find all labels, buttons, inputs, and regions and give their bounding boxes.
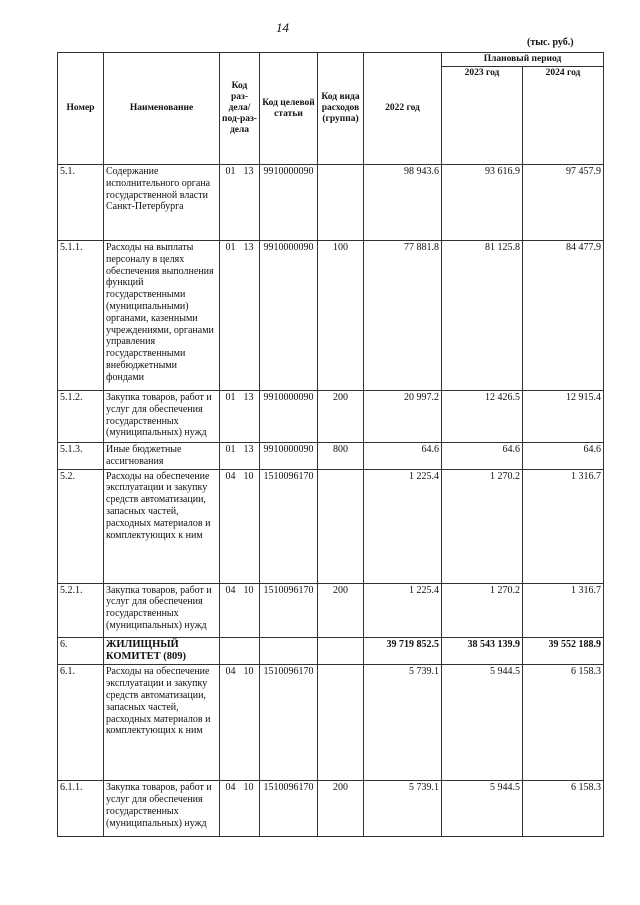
row-section-code — [220, 165, 260, 241]
row-target-code: 9910000090 — [260, 165, 318, 241]
row-podrazdel: 10 — [243, 584, 254, 596]
row-target-code: 9910000090 — [260, 443, 318, 470]
header-year-2023: 2023 год — [442, 67, 523, 165]
row-expense-type-code: 200 — [318, 583, 364, 637]
row-section-code — [220, 665, 260, 781]
header-expense-type-code: Код вида расходов (группа) — [318, 53, 364, 165]
table-row — [58, 781, 604, 837]
row-podrazdel: 13 — [243, 392, 254, 403]
row-expense-type-code — [318, 637, 364, 665]
row-amount-2022: 1 225.4 — [364, 469, 442, 583]
table-row — [58, 241, 604, 391]
row-name: Закупка товаров, работ и услуг для обеспечения государственных (муниципальных) нужд — [104, 391, 220, 443]
row-amount-2024: 12 915.4 — [523, 391, 604, 443]
row-section-code — [220, 241, 260, 391]
row-podrazdel: 10 — [243, 666, 254, 678]
table-row — [58, 665, 604, 781]
table-row — [58, 391, 604, 443]
header-planning-period: Плановый период — [442, 53, 604, 67]
row-razdel: 01 — [225, 444, 236, 455]
row-amount-2022: 5 739.1 — [364, 781, 442, 837]
header-name: Наименование — [104, 53, 220, 165]
row-amount-2024: 64.6 — [523, 443, 604, 470]
row-amount-2023: 38 543 139.9 — [442, 637, 523, 665]
row-razdel: 01 — [225, 392, 236, 403]
row-amount-2024: 84 477.9 — [523, 241, 604, 391]
row-target-code: 1510096170 — [260, 665, 318, 781]
row-amount-2023: 93 616.9 — [442, 165, 523, 241]
row-podrazdel: 10 — [243, 782, 254, 794]
row-number: 5.1. — [58, 165, 104, 241]
row-razdel: 04 — [225, 666, 236, 678]
row-razdel: 01 — [225, 242, 236, 253]
row-razdel: 04 — [225, 584, 236, 596]
row-amount-2023: 1 270.2 — [442, 583, 523, 637]
row-expense-type-code: 200 — [318, 781, 364, 837]
row-number: 5.1.2. — [58, 391, 104, 443]
row-name: Расходы на выплаты персоналу в целях обеспечения выполнения функций государственными (муниципальными) органами, казенными учреждениями, органами управления государственными внебюджетными фондами — [104, 241, 220, 391]
row-amount-2024: 1 316.7 — [523, 583, 604, 637]
row-amount-2024: 6 158.3 — [523, 781, 604, 837]
units-label: (тыс. руб.) — [527, 37, 574, 48]
row-number: 6.1. — [58, 665, 104, 781]
row-expense-type-code — [318, 165, 364, 241]
table-row — [58, 443, 604, 470]
row-amount-2023: 12 426.5 — [442, 391, 523, 443]
row-amount-2023: 1 270.2 — [442, 469, 523, 583]
row-amount-2023: 81 125.8 — [442, 241, 523, 391]
row-target-code: 9910000090 — [260, 241, 318, 391]
row-name: ЖИЛИЩНЫЙ КОМИТЕТ (809) — [104, 637, 220, 665]
row-expense-type-code — [318, 469, 364, 583]
row-name: Закупка товаров, работ и услуг для обеспечения государственных (муниципальных) нужд — [104, 583, 220, 637]
row-amount-2024: 97 457.9 — [523, 165, 604, 241]
row-section-code — [220, 469, 260, 583]
row-amount-2024: 6 158.3 — [523, 665, 604, 781]
row-amount-2022: 98 943.6 — [364, 165, 442, 241]
table-row — [58, 165, 604, 241]
row-razdel: 04 — [225, 470, 236, 482]
row-razdel: 04 — [225, 782, 236, 794]
row-section-code — [220, 443, 260, 470]
row-razdel: 01 — [225, 166, 236, 177]
row-amount-2023: 64.6 — [442, 443, 523, 470]
row-expense-type-code — [318, 665, 364, 781]
table-body — [58, 165, 604, 837]
row-name: Иные бюджетные ассигнования — [104, 443, 220, 470]
row-amount-2022: 20 997.2 — [364, 391, 442, 443]
row-podrazdel: 13 — [243, 444, 254, 455]
row-name: Расходы на обеспечение эксплуатации и закупку средств автоматизации, запасных частей, расходных материалов и комплектующих к ним — [104, 469, 220, 583]
row-number: 5.2.1. — [58, 583, 104, 637]
row-number: 5.2. — [58, 469, 104, 583]
budget-table — [57, 52, 604, 837]
row-expense-type-code: 100 — [318, 241, 364, 391]
header-row-top — [58, 53, 604, 67]
row-section-code — [220, 781, 260, 837]
row-number: 6. — [58, 637, 104, 665]
row-target-code: 1510096170 — [260, 469, 318, 583]
row-target-code: 9910000090 — [260, 391, 318, 443]
row-amount-2022: 39 719 852.5 — [364, 637, 442, 665]
table-row — [58, 637, 604, 665]
row-amount-2022: 64.6 — [364, 443, 442, 470]
row-name: Расходы на обеспечение эксплуатации и закупку средств автоматизации, запасных частей, расходных материалов и комплектующих к ним — [104, 665, 220, 781]
header-target-code: Код целевой статьи — [260, 53, 318, 165]
row-expense-type-code: 800 — [318, 443, 364, 470]
page-number: 14 — [276, 20, 289, 35]
row-amount-2022: 5 739.1 — [364, 665, 442, 781]
header-number: Номер — [58, 53, 104, 165]
row-podrazdel: 13 — [243, 242, 254, 253]
row-target-code — [260, 637, 318, 665]
row-target-code: 1510096170 — [260, 583, 318, 637]
row-name: Закупка товаров, работ и услуг для обеспечения государственных (муниципальных) нужд — [104, 781, 220, 837]
row-section-code — [220, 583, 260, 637]
table-row — [58, 469, 604, 583]
row-amount-2024: 39 552 188.9 — [523, 637, 604, 665]
row-amount-2023: 5 944.5 — [442, 781, 523, 837]
row-section-code — [220, 391, 260, 443]
row-number: 5.1.1. — [58, 241, 104, 391]
header-section-code: Код раз-дела/ под-раз-дела — [220, 53, 260, 165]
header-year-2022: 2022 год — [364, 53, 442, 165]
header-year-2024: 2024 год — [523, 67, 604, 165]
row-podrazdel: 13 — [243, 166, 254, 177]
row-target-code: 1510096170 — [260, 781, 318, 837]
row-amount-2022: 77 881.8 — [364, 241, 442, 391]
row-number: 6.1.1. — [58, 781, 104, 837]
row-section-code — [220, 637, 260, 665]
row-amount-2022: 1 225.4 — [364, 583, 442, 637]
row-expense-type-code: 200 — [318, 391, 364, 443]
table-row — [58, 583, 604, 637]
row-podrazdel: 10 — [243, 470, 254, 482]
row-amount-2024: 1 316.7 — [523, 469, 604, 583]
row-amount-2023: 5 944.5 — [442, 665, 523, 781]
row-number: 5.1.3. — [58, 443, 104, 470]
row-name: Содержание исполнительного органа государственной власти Санкт-Петербурга — [104, 165, 220, 241]
